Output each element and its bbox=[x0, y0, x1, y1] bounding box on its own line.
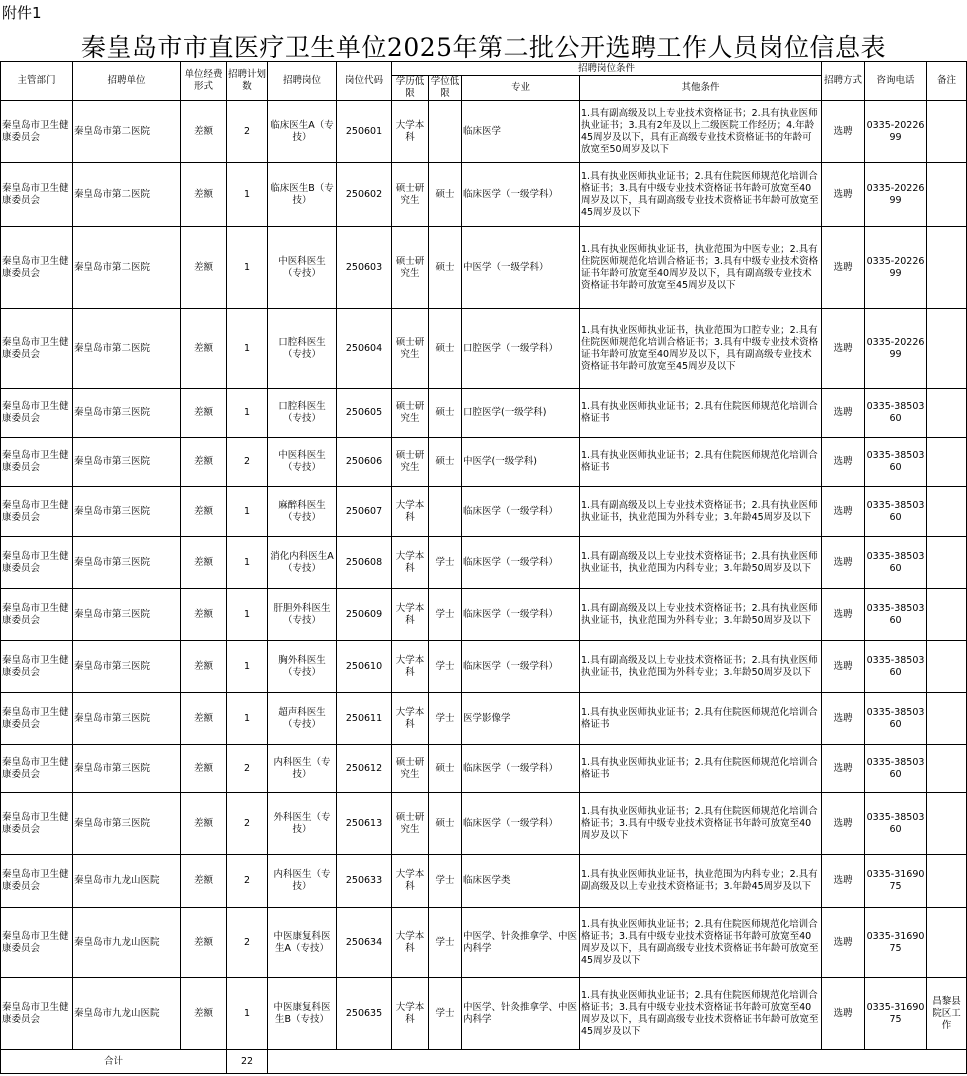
cell-funding: 差额 bbox=[181, 537, 227, 589]
cell-major: 医学影像学 bbox=[462, 693, 580, 745]
cell-dept: 秦皇岛市卫生健康委员会 bbox=[1, 389, 73, 438]
cell-position: 肝胆外科医生（专技） bbox=[268, 589, 337, 641]
cell-code: 250603 bbox=[337, 227, 392, 309]
cell-method: 选聘 bbox=[822, 641, 865, 693]
cell-major: 临床医学类 bbox=[462, 855, 580, 908]
cell-phone: 0335-3850360 bbox=[865, 693, 927, 745]
cell-note: 昌黎县院区工作 bbox=[927, 978, 967, 1050]
cell-education: 大学本科 bbox=[392, 693, 429, 745]
total-value: 22 bbox=[227, 1050, 268, 1074]
cell-note bbox=[927, 101, 967, 163]
cell-phone: 0335-2022699 bbox=[865, 309, 927, 389]
table-row bbox=[1, 641, 967, 693]
cell-degree: 硕士 bbox=[429, 438, 462, 487]
cell-degree: 学士 bbox=[429, 589, 462, 641]
cell-funding: 差额 bbox=[181, 227, 227, 309]
cell-degree: 学士 bbox=[429, 537, 462, 589]
table-row bbox=[1, 589, 967, 641]
cell-method: 选聘 bbox=[822, 227, 865, 309]
cell-method: 选聘 bbox=[822, 487, 865, 537]
cell-unit: 秦皇岛市九龙山医院 bbox=[73, 855, 181, 908]
cell-unit: 秦皇岛市第二医院 bbox=[73, 227, 181, 309]
cell-unit: 秦皇岛市第三医院 bbox=[73, 793, 181, 855]
cell-position: 口腔科医生（专技） bbox=[268, 389, 337, 438]
cell-other: 1.具有副高级及以上专业技术资格证书；2.具有执业医师执业证书，执业范围为内科专业；3.年龄50周岁及以下 bbox=[580, 537, 822, 589]
cell-dept: 秦皇岛市卫生健康委员会 bbox=[1, 163, 73, 227]
table-row bbox=[1, 693, 967, 745]
cell-education: 大学本科 bbox=[392, 589, 429, 641]
cell-unit: 秦皇岛市第三医院 bbox=[73, 487, 181, 537]
total-blank bbox=[268, 1050, 967, 1074]
cell-position: 内科医生（专技） bbox=[268, 745, 337, 793]
cell-degree: 硕士 bbox=[429, 793, 462, 855]
cell-count: 2 bbox=[227, 793, 268, 855]
cell-major: 临床医学（一级学科） bbox=[462, 745, 580, 793]
cell-degree: 学士 bbox=[429, 693, 462, 745]
cell-other: 1.具有执业医师执业证书；2.具有住院医师规范化培训合格证书 bbox=[580, 693, 822, 745]
header-phone: 咨询电话 bbox=[865, 62, 927, 101]
cell-degree: 硕士 bbox=[429, 163, 462, 227]
cell-other: 1.具有执业医师执业证书；2.具有住院医师规范化培训合格证书 bbox=[580, 745, 822, 793]
cell-phone: 0335-3850360 bbox=[865, 745, 927, 793]
cell-method: 选聘 bbox=[822, 745, 865, 793]
cell-funding: 差额 bbox=[181, 793, 227, 855]
header-degree: 学位低限 bbox=[429, 76, 462, 101]
cell-degree: 学士 bbox=[429, 855, 462, 908]
cell-degree: 学士 bbox=[429, 978, 462, 1050]
header-count: 招聘计划数 bbox=[227, 62, 268, 101]
cell-phone: 0335-3850360 bbox=[865, 589, 927, 641]
cell-position: 中医科医生（专技） bbox=[268, 227, 337, 309]
header-conditions-group: 招聘岗位条件 bbox=[392, 62, 822, 76]
cell-dept: 秦皇岛市卫生健康委员会 bbox=[1, 309, 73, 389]
cell-funding: 差额 bbox=[181, 101, 227, 163]
header-method: 招聘方式 bbox=[822, 62, 865, 101]
cell-other: 1.具有副高级及以上专业技术资格证书；2.具有执业医师执业证书，执业范围为外科专业；3.年龄45周岁及以下 bbox=[580, 487, 822, 537]
cell-code: 250605 bbox=[337, 389, 392, 438]
positions-table bbox=[0, 61, 967, 1074]
cell-dept: 秦皇岛市卫生健康委员会 bbox=[1, 908, 73, 978]
cell-position: 中医康复科医生A（专技） bbox=[268, 908, 337, 978]
cell-unit: 秦皇岛市第二医院 bbox=[73, 101, 181, 163]
cell-count: 1 bbox=[227, 978, 268, 1050]
cell-other: 1.具有执业医师执业证书；2.具有住院医师规范化培训合格证书 bbox=[580, 438, 822, 487]
cell-other: 1.具有执业医师执业证书；2.具有住院医师规范化培训合格证书；3.具有中级专业技术资格证书年龄可放宽至40周岁及以下 bbox=[580, 793, 822, 855]
cell-funding: 差额 bbox=[181, 693, 227, 745]
cell-education: 大学本科 bbox=[392, 908, 429, 978]
cell-position: 临床医生A（专技） bbox=[268, 101, 337, 163]
cell-count: 1 bbox=[227, 641, 268, 693]
table-row bbox=[1, 537, 967, 589]
table-row bbox=[1, 487, 967, 537]
cell-note bbox=[927, 641, 967, 693]
cell-phone: 0335-3850360 bbox=[865, 389, 927, 438]
header-code: 岗位代码 bbox=[337, 62, 392, 101]
cell-count: 1 bbox=[227, 693, 268, 745]
cell-dept: 秦皇岛市卫生健康委员会 bbox=[1, 101, 73, 163]
attachment-label: 附件1 bbox=[2, 4, 42, 22]
cell-note bbox=[927, 745, 967, 793]
cell-unit: 秦皇岛市第三医院 bbox=[73, 693, 181, 745]
table-row bbox=[1, 227, 967, 309]
cell-method: 选聘 bbox=[822, 693, 865, 745]
cell-dept: 秦皇岛市卫生健康委员会 bbox=[1, 487, 73, 537]
cell-note bbox=[927, 163, 967, 227]
cell-funding: 差额 bbox=[181, 978, 227, 1050]
cell-phone: 0335-3169075 bbox=[865, 978, 927, 1050]
cell-education: 大学本科 bbox=[392, 855, 429, 908]
cell-phone: 0335-2022699 bbox=[865, 227, 927, 309]
cell-count: 1 bbox=[227, 309, 268, 389]
cell-code: 250608 bbox=[337, 537, 392, 589]
cell-note bbox=[927, 309, 967, 389]
cell-phone: 0335-3169075 bbox=[865, 908, 927, 978]
cell-degree bbox=[429, 487, 462, 537]
cell-phone: 0335-3850360 bbox=[865, 641, 927, 693]
cell-count: 1 bbox=[227, 227, 268, 309]
cell-unit: 秦皇岛市第三医院 bbox=[73, 589, 181, 641]
cell-funding: 差额 bbox=[181, 589, 227, 641]
cell-dept: 秦皇岛市卫生健康委员会 bbox=[1, 227, 73, 309]
cell-dept: 秦皇岛市卫生健康委员会 bbox=[1, 537, 73, 589]
cell-code: 250633 bbox=[337, 855, 392, 908]
cell-dept: 秦皇岛市卫生健康委员会 bbox=[1, 745, 73, 793]
cell-major: 临床医学（一级学科） bbox=[462, 163, 580, 227]
cell-unit: 秦皇岛市第二医院 bbox=[73, 163, 181, 227]
header-education: 学历低限 bbox=[392, 76, 429, 101]
cell-other: 1.具有副高级及以上专业技术资格证书；2.具有执业医师执业证书，执业范围为外科专业；3.年龄50周岁及以下 bbox=[580, 641, 822, 693]
table-row bbox=[1, 978, 967, 1050]
header-dept: 主管部门 bbox=[1, 62, 73, 101]
cell-position: 消化内科医生A（专技） bbox=[268, 537, 337, 589]
table-row bbox=[1, 793, 967, 855]
cell-other: 1.具有副高级及以上专业技术资格证书；2.具有执业医师执业证书；3.具有2年及以上二级医院工作经历；4.年龄45周岁及以下，具有正高级专业技术资格证书的年龄可放宽至50周岁及以下 bbox=[580, 101, 822, 163]
cell-code: 250612 bbox=[337, 745, 392, 793]
cell-code: 250610 bbox=[337, 641, 392, 693]
cell-funding: 差额 bbox=[181, 163, 227, 227]
cell-note bbox=[927, 589, 967, 641]
cell-position: 超声科医生（专技） bbox=[268, 693, 337, 745]
cell-unit: 秦皇岛市第三医院 bbox=[73, 438, 181, 487]
cell-phone: 0335-3850360 bbox=[865, 438, 927, 487]
cell-method: 选聘 bbox=[822, 537, 865, 589]
cell-other: 1.具有执业医师执业证书；2.具有住院医师规范化培训合格证书；3.具有中级专业技术资格证书年龄可放宽至40周岁及以下，具有副高级专业技术资格证书年龄可放宽至45周岁及以下 bbox=[580, 978, 822, 1050]
table-row bbox=[1, 908, 967, 978]
cell-unit: 秦皇岛市九龙山医院 bbox=[73, 908, 181, 978]
cell-education: 大学本科 bbox=[392, 101, 429, 163]
cell-degree: 硕士 bbox=[429, 227, 462, 309]
cell-method: 选聘 bbox=[822, 855, 865, 908]
cell-major: 口腔医学(一级学科) bbox=[462, 389, 580, 438]
cell-note bbox=[927, 908, 967, 978]
cell-count: 1 bbox=[227, 537, 268, 589]
cell-funding: 差额 bbox=[181, 855, 227, 908]
cell-funding: 差额 bbox=[181, 908, 227, 978]
cell-major: 临床医学（一级学科） bbox=[462, 589, 580, 641]
cell-education: 硕士研究生 bbox=[392, 227, 429, 309]
cell-major: 临床医学（一级学科） bbox=[462, 641, 580, 693]
cell-other: 1.具有副高级及以上专业技术资格证书；2.具有执业医师执业证书，执业范围为外科专业；3.年龄50周岁及以下 bbox=[580, 589, 822, 641]
cell-position: 中医科医生（专技） bbox=[268, 438, 337, 487]
cell-code: 250634 bbox=[337, 908, 392, 978]
cell-method: 选聘 bbox=[822, 101, 865, 163]
cell-funding: 差额 bbox=[181, 309, 227, 389]
cell-position: 麻醉科医生（专技） bbox=[268, 487, 337, 537]
cell-position: 内科医生（专技） bbox=[268, 855, 337, 908]
cell-code: 250601 bbox=[337, 101, 392, 163]
cell-note bbox=[927, 389, 967, 438]
cell-unit: 秦皇岛市九龙山医院 bbox=[73, 978, 181, 1050]
cell-phone: 0335-2022699 bbox=[865, 163, 927, 227]
cell-dept: 秦皇岛市卫生健康委员会 bbox=[1, 693, 73, 745]
cell-dept: 秦皇岛市卫生健康委员会 bbox=[1, 978, 73, 1050]
cell-major: 中医学（一级学科） bbox=[462, 227, 580, 309]
cell-note bbox=[927, 487, 967, 537]
cell-funding: 差额 bbox=[181, 487, 227, 537]
cell-position: 胸外科医生（专技） bbox=[268, 641, 337, 693]
cell-funding: 差额 bbox=[181, 745, 227, 793]
table-row bbox=[1, 745, 967, 793]
cell-unit: 秦皇岛市第三医院 bbox=[73, 745, 181, 793]
table-row bbox=[1, 389, 967, 438]
cell-other: 1.具有执业医师执业证书，执业范围为内科专业；2.具有副高级及以上专业技术资格证书；3.年龄45周岁及以下 bbox=[580, 855, 822, 908]
cell-phone: 0335-3850360 bbox=[865, 487, 927, 537]
header-position: 招聘岗位 bbox=[268, 62, 337, 101]
cell-degree: 学士 bbox=[429, 908, 462, 978]
cell-major: 中医学、针灸推拿学、中医内科学 bbox=[462, 908, 580, 978]
header-unit: 招聘单位 bbox=[73, 62, 181, 101]
cell-count: 1 bbox=[227, 487, 268, 537]
cell-method: 选聘 bbox=[822, 589, 865, 641]
cell-degree bbox=[429, 101, 462, 163]
cell-code: 250609 bbox=[337, 589, 392, 641]
cell-education: 硕士研究生 bbox=[392, 438, 429, 487]
page-title: 秦皇岛市市直医疗卫生单位2025年第二批公开选聘工作人员岗位信息表 bbox=[80, 33, 887, 62]
cell-count: 2 bbox=[227, 745, 268, 793]
cell-education: 硕士研究生 bbox=[392, 793, 429, 855]
cell-education: 大学本科 bbox=[392, 487, 429, 537]
cell-count: 1 bbox=[227, 389, 268, 438]
cell-note bbox=[927, 227, 967, 309]
cell-position: 口腔科医生（专技） bbox=[268, 309, 337, 389]
cell-funding: 差额 bbox=[181, 389, 227, 438]
header-funding: 单位经费形式 bbox=[181, 62, 227, 101]
cell-unit: 秦皇岛市第三医院 bbox=[73, 641, 181, 693]
cell-major: 临床医学（一级学科） bbox=[462, 537, 580, 589]
cell-dept: 秦皇岛市卫生健康委员会 bbox=[1, 589, 73, 641]
table-row bbox=[1, 855, 967, 908]
cell-major: 口腔医学（一级学科） bbox=[462, 309, 580, 389]
cell-dept: 秦皇岛市卫生健康委员会 bbox=[1, 793, 73, 855]
cell-major: 临床医学（一级学科） bbox=[462, 793, 580, 855]
table-row bbox=[1, 101, 967, 163]
cell-major: 临床医学 bbox=[462, 101, 580, 163]
cell-funding: 差额 bbox=[181, 641, 227, 693]
cell-dept: 秦皇岛市卫生健康委员会 bbox=[1, 438, 73, 487]
cell-count: 1 bbox=[227, 163, 268, 227]
cell-education: 硕士研究生 bbox=[392, 309, 429, 389]
cell-code: 250613 bbox=[337, 793, 392, 855]
cell-education: 硕士研究生 bbox=[392, 163, 429, 227]
cell-note bbox=[927, 438, 967, 487]
cell-education: 大学本科 bbox=[392, 978, 429, 1050]
cell-code: 250604 bbox=[337, 309, 392, 389]
cell-phone: 0335-2022699 bbox=[865, 101, 927, 163]
cell-code: 250635 bbox=[337, 978, 392, 1050]
table-row bbox=[1, 163, 967, 227]
table-row bbox=[1, 438, 967, 487]
cell-method: 选聘 bbox=[822, 438, 865, 487]
cell-dept: 秦皇岛市卫生健康委员会 bbox=[1, 641, 73, 693]
cell-degree: 硕士 bbox=[429, 389, 462, 438]
cell-code: 250607 bbox=[337, 487, 392, 537]
cell-unit: 秦皇岛市第二医院 bbox=[73, 309, 181, 389]
cell-degree: 硕士 bbox=[429, 745, 462, 793]
cell-funding: 差额 bbox=[181, 438, 227, 487]
cell-education: 硕士研究生 bbox=[392, 389, 429, 438]
cell-position: 临床医生B（专技） bbox=[268, 163, 337, 227]
cell-phone: 0335-3850360 bbox=[865, 793, 927, 855]
cell-major: 中医学、针灸推拿学、中医内科学 bbox=[462, 978, 580, 1050]
cell-count: 2 bbox=[227, 855, 268, 908]
header-other: 其他条件 bbox=[580, 76, 822, 101]
cell-major: 中医学(一级学科) bbox=[462, 438, 580, 487]
cell-method: 选聘 bbox=[822, 978, 865, 1050]
cell-count: 2 bbox=[227, 908, 268, 978]
cell-code: 250606 bbox=[337, 438, 392, 487]
cell-phone: 0335-3850360 bbox=[865, 537, 927, 589]
cell-code: 250611 bbox=[337, 693, 392, 745]
total-label: 合计 bbox=[1, 1050, 227, 1074]
cell-note bbox=[927, 537, 967, 589]
cell-unit: 秦皇岛市第三医院 bbox=[73, 537, 181, 589]
cell-position: 中医康复科医生B（专技） bbox=[268, 978, 337, 1050]
cell-count: 2 bbox=[227, 438, 268, 487]
cell-note bbox=[927, 855, 967, 908]
header-major: 专业 bbox=[462, 76, 580, 101]
cell-count: 1 bbox=[227, 589, 268, 641]
cell-method: 选聘 bbox=[822, 908, 865, 978]
cell-dept: 秦皇岛市卫生健康委员会 bbox=[1, 855, 73, 908]
cell-method: 选聘 bbox=[822, 793, 865, 855]
cell-degree: 硕士 bbox=[429, 309, 462, 389]
cell-education: 大学本科 bbox=[392, 537, 429, 589]
cell-degree: 学士 bbox=[429, 641, 462, 693]
cell-other: 1.具有执业医师执业证书；2.具有住院医师规范化培训合格证书；3.具有中级专业技术资格证书年龄可放宽至40周岁及以下，具有副高级专业技术资格证书年龄可放宽至45周岁及以下 bbox=[580, 908, 822, 978]
cell-code: 250602 bbox=[337, 163, 392, 227]
cell-note bbox=[927, 693, 967, 745]
table-row bbox=[1, 309, 967, 389]
cell-other: 1.具有执业医师执业证书，执业范围为中医专业；2.具有住院医师规范化培训合格证书；3.具有中级专业技术资格证书年龄可放宽至40周岁及以下，具有副高级专业技术资格证书年龄可放宽至45周岁及以下 bbox=[580, 227, 822, 309]
cell-method: 选聘 bbox=[822, 309, 865, 389]
cell-phone: 0335-3169075 bbox=[865, 855, 927, 908]
cell-method: 选聘 bbox=[822, 163, 865, 227]
cell-other: 1.具有执业医师执业证书；2.具有住院医师规范化培训合格证书；3.具有中级专业技术资格证书年龄可放宽至40周岁及以下，具有副高级专业技术资格证书年龄可放宽至45周岁及以下 bbox=[580, 163, 822, 227]
cell-other: 1.具有执业医师执业证书；2.具有住院医师规范化培训合格证书 bbox=[580, 389, 822, 438]
cell-count: 2 bbox=[227, 101, 268, 163]
cell-unit: 秦皇岛市第三医院 bbox=[73, 389, 181, 438]
cell-note bbox=[927, 793, 967, 855]
cell-position: 外科医生（专技） bbox=[268, 793, 337, 855]
cell-other: 1.具有执业医师执业证书，执业范围为口腔专业；2.具有住院医师规范化培训合格证书；3.具有中级专业技术资格证书年龄可放宽至40周岁及以下，具有副高级专业技术资格证书年龄可放宽至45周岁及以下 bbox=[580, 309, 822, 389]
header-note: 备注 bbox=[927, 62, 967, 101]
cell-education: 硕士研究生 bbox=[392, 745, 429, 793]
cell-major: 临床医学（一级学科） bbox=[462, 487, 580, 537]
cell-method: 选聘 bbox=[822, 389, 865, 438]
cell-education: 大学本科 bbox=[392, 641, 429, 693]
